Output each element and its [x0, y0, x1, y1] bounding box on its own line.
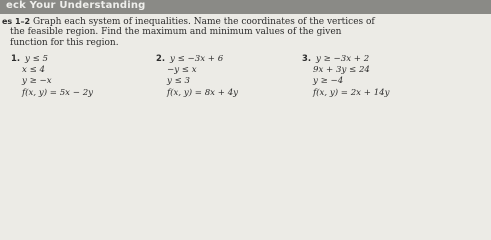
- section-header-title: eck Your Understanding: [6, 0, 146, 11]
- section-header-bar: [0, 0, 491, 14]
- inequality: y ≥ −3x + 2: [316, 54, 370, 64]
- problem-number: 1.: [11, 53, 21, 63]
- exercise-label: es 1–2: [2, 17, 31, 26]
- instructions-line-3: function for this region.: [10, 38, 119, 48]
- problem-number: 2.: [156, 53, 166, 63]
- problem-3: [302, 53, 389, 99]
- inequality: y ≤ −3x + 6: [170, 54, 224, 64]
- instructions-line-2: the feasible region. Find the maximum and minimum values of the given: [10, 27, 342, 37]
- objective-function: f(x, y) = 8x + 4y: [167, 88, 239, 98]
- instructions-text-1: Graph each system of inequalities. Name the coordinates of the vertices of: [32, 17, 375, 27]
- problem-number: 3.: [302, 53, 312, 63]
- inequality: y ≥ −4: [313, 76, 344, 86]
- inequality: −y ≤ x: [167, 65, 197, 75]
- inequality: x ≤ 4: [22, 65, 45, 75]
- inequality: y ≤ 3: [167, 76, 190, 86]
- inequality: y ≤ 5: [25, 54, 49, 64]
- problem-2: [156, 53, 238, 99]
- inequality: y ≥ −x: [22, 76, 52, 86]
- inequality: 9x + 3y ≤ 24: [313, 65, 370, 75]
- objective-function: f(x, y) = 2x + 14y: [313, 88, 390, 98]
- objective-function: f(x, y) = 5x − 2y: [22, 88, 94, 98]
- problem-1: [11, 53, 93, 99]
